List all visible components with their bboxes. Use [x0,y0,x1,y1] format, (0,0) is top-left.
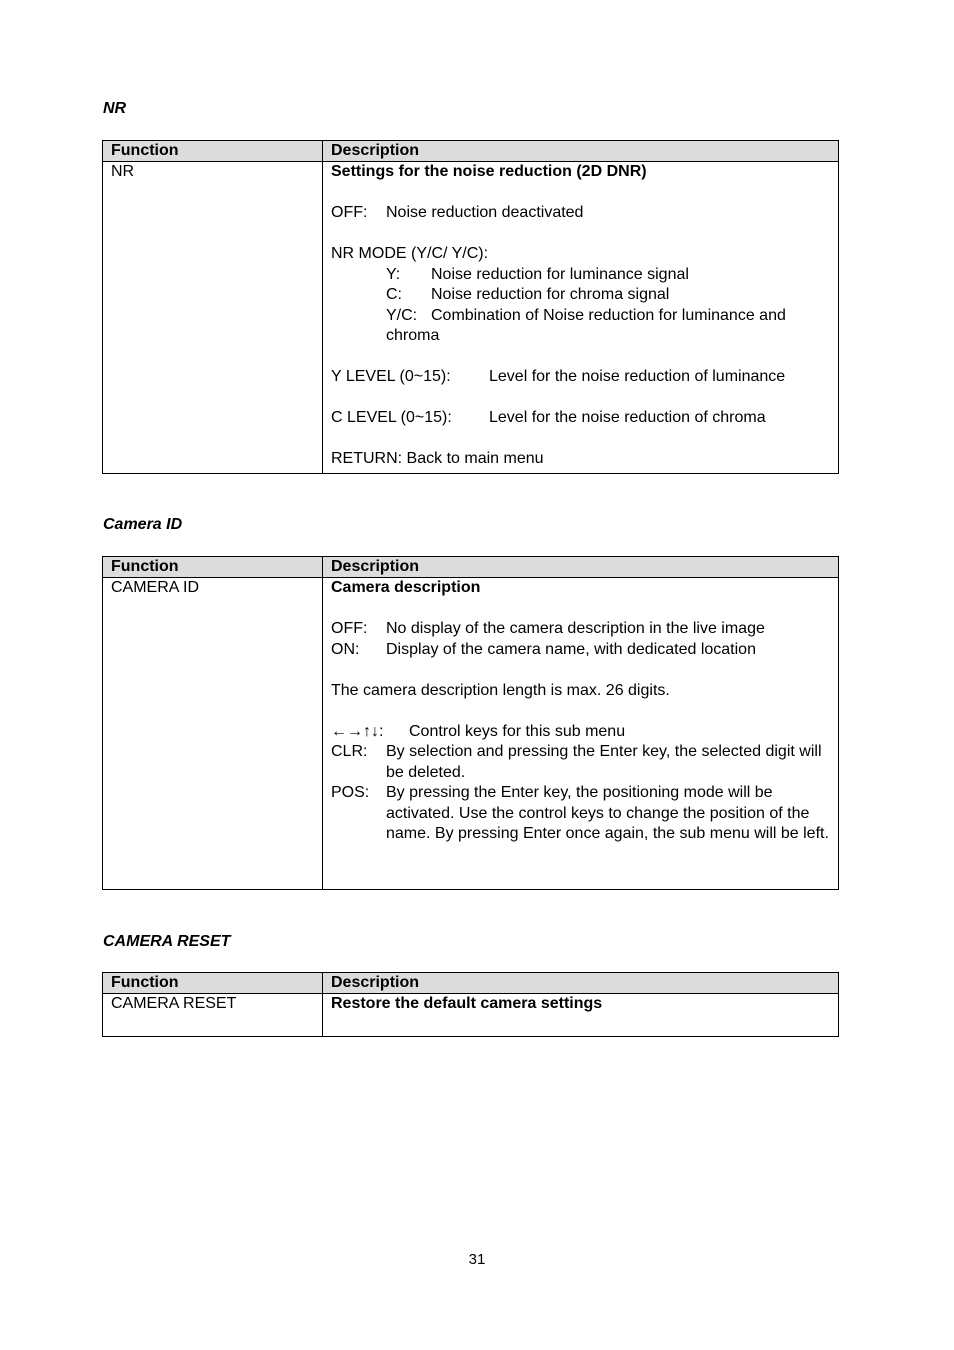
table-header-row [103,557,839,578]
function-cell: CAMERA ID [103,578,323,890]
return-line: RETURN: Back to main menu [331,450,544,467]
table-row [103,578,839,890]
description-cell [323,162,839,474]
header-description: Description [323,141,839,162]
mode-item [331,306,830,327]
option-label: ON: [331,640,360,658]
y-level-text: Level for the noise reduction of luminance [489,368,786,385]
function-cell: CAMERA RESET [103,994,323,1037]
control-keys-text: Control keys for this sub menu [409,722,626,740]
header-function: Function [103,557,323,578]
option-on [331,640,830,661]
camera-id-table [102,556,839,890]
c-level-text: Level for the noise reduction of chroma [489,409,766,426]
mode-continuation: chroma [386,327,440,344]
description-heading: Restore the default camera settings [331,995,603,1012]
y-level-label: Y LEVEL (0~15): [331,368,451,385]
clr-text: By selection and pressing the Enter key, the selected digit will be deleted. [386,743,822,781]
c-level-line [331,408,830,429]
header-description: Description [323,557,839,578]
clr-line [331,742,830,783]
option-label: OFF: [331,620,368,637]
nr-mode-title: NR MODE (Y/C/ Y/C): [331,245,489,262]
mode-text: Noise reduction for luminance signal [431,265,689,283]
option-off [331,619,830,640]
section-title-nr: NR [103,100,127,117]
pos-label: POS: [331,784,370,801]
mode-label: Y/C: [386,306,418,324]
function-cell: NR [103,162,323,474]
clr-label: CLR: [331,743,368,760]
mode-label: C: [386,286,402,303]
table-row [103,162,839,474]
mode-label: Y: [386,265,401,283]
header-function: Function [103,141,323,162]
page-number: 31 [468,1251,486,1268]
description-heading: Camera description [331,579,481,596]
section-title-camera-id: Camera ID [103,516,183,533]
mode-text: Combination of Noise reduction for luminance and [431,306,786,324]
description-cell [323,994,839,1037]
c-level-label: C LEVEL (0~15): [331,409,452,426]
camera-reset-table [102,972,839,1037]
option-text: No display of the camera description in the live image [386,620,765,637]
description-heading: Settings for the noise reduction (2D DNR) [331,163,647,180]
option-off [331,203,830,224]
control-keys-line [331,722,830,743]
header-description: Description [323,973,839,994]
length-note: The camera description length is max. 26 digits. [331,681,670,699]
pos-line [331,783,830,845]
arrow-keys-icon: ←→↑↓: [331,722,384,740]
table-header-row [103,973,839,994]
option-text: Noise reduction deactivated [386,204,584,221]
y-level-line [331,367,830,388]
pos-text: By pressing the Enter key, the positioning mode will be activated. Use the control keys to change the position of the name. By pressing Enter once again, the sub menu will be left. [386,784,829,842]
section-title-camera-reset: CAMERA RESET [103,933,231,950]
option-text: Display of the camera name, with dedicated location [386,640,756,658]
nr-table [102,140,839,474]
mode-item [331,285,830,306]
mode-item [331,265,830,286]
option-label: OFF: [331,204,368,221]
mode-text: Noise reduction for chroma signal [431,286,670,303]
header-function: Function [103,973,323,994]
table-row [103,994,839,1037]
table-header-row [103,141,839,162]
description-cell [323,578,839,890]
